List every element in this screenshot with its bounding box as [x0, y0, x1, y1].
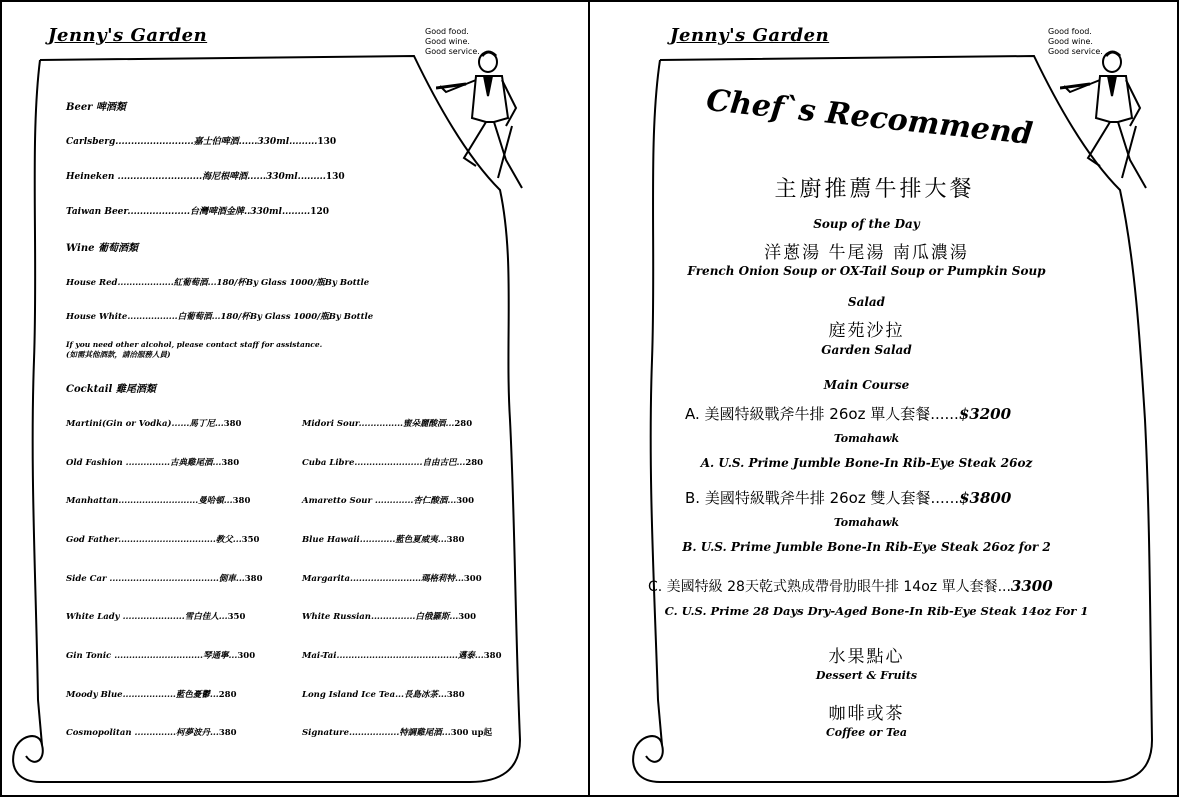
drink-zh: 咖啡或茶 [828, 704, 905, 724]
wine-item: House White.................白葡萄酒...180/杯By Glass 1000/瓶By Bottle [66, 312, 374, 322]
drink-en: Coffee or Tea [825, 726, 908, 739]
cocktail-item: God Father.................................教父...350 [66, 535, 260, 545]
cocktail-item: Martini(Gin or Vodka)......馬丁尼...380 [66, 419, 242, 429]
course-b-en: B. U.S. Prime Jumble Bone-In Rib-Eye Steak 26oz for 2 [682, 540, 1051, 554]
cocktail-item: Old Fashion ...............古典雞尾酒...380 [66, 458, 240, 468]
cocktail-item: Cuba Libre.......................自由古巴...280 [302, 458, 484, 468]
cocktail-item: White Russian...............白俄羅斯...300 [302, 612, 476, 622]
brand-tagline: Good food. Good wine. Good service. [1048, 27, 1103, 56]
cocktail-item: Manhattan...........................曼哈頓...380 [66, 496, 251, 506]
dessert-zh: 水果點心 [828, 647, 905, 667]
page-subtitle: 主廚推薦牛排大餐 [774, 177, 975, 202]
cocktail-item: Signature.................特調雞尾酒...300 up起 [302, 728, 493, 738]
cocktail-item: Side Car .....................................側車...380 [66, 574, 263, 584]
cocktail-item: Margarita........................瑪格莉特...300 [302, 574, 482, 584]
cocktail-section-title: Cocktail 雞尾酒類 [66, 384, 156, 395]
main-course-label: Main Course [823, 378, 910, 392]
waiter-illustration-icon [436, 48, 536, 198]
course-b: B. 美國特級戰斧牛排 26oz 雙人套餐......$3800 [685, 489, 1012, 507]
drinks-menu-page [0, 0, 589, 797]
cocktail-item: Mai-Tai.........................................邁泰...380 [302, 651, 502, 661]
cocktail-item: Gin Tonic ..............................琴通寧...300 [66, 651, 256, 661]
beer-section-title: Beer 啤酒類 [66, 102, 126, 113]
cocktail-item: Long Island Ice Tea...長島冰茶...380 [302, 690, 465, 700]
brand-logo: Jenny's Garden [670, 25, 830, 46]
beer-item: Carlsberg.........................嘉士伯啤酒......330ml.........130 [66, 137, 337, 147]
course-c-en: C. U.S. Prime 28 Days Dry-Aged Bone-In Rib-Eye Steak 14oz For 1 [664, 604, 1089, 618]
cocktail-item: Blue Hawaii............藍色夏威夷...380 [302, 535, 465, 545]
course-a-cut: Tomahawk [833, 432, 900, 445]
cocktail-item: Cosmopolitan ..............柯夢波丹...380 [66, 728, 237, 738]
chef-recommend-page [590, 0, 1179, 797]
brand-tagline: Good food. Good wine. Good service. [425, 27, 480, 56]
wine-item: House Red...................紅葡萄酒...180/杯By Glass 1000/瓶By Bottle [66, 278, 370, 288]
salad-label: Salad [847, 295, 886, 309]
soup-options-en: French Onion Soup or OX-Tail Soup or Pumpkin Soup [687, 264, 1046, 278]
page-title: Chef`s Recommend [704, 82, 1035, 153]
cocktail-item: White Lady .....................雪白佳人...350 [66, 612, 246, 622]
salad-zh: 庭苑沙拉 [828, 321, 905, 341]
cocktail-item: Midori Sour...............蜜朵麗酸酒...280 [302, 419, 473, 429]
brand-logo: Jenny's Garden [48, 25, 208, 46]
alcohol-note: If you need other alcohol, please contact staff for assistance. (如需其他酒款，請洽服務人員) [66, 340, 323, 359]
course-a-en: A. U.S. Prime Jumble Bone-In Rib-Eye Steak 26oz [700, 456, 1033, 470]
soup-options-zh: 洋蔥湯 牛尾湯 南瓜濃湯 [764, 243, 969, 263]
salad-en: Garden Salad [821, 343, 912, 357]
wine-section-title: Wine 葡萄酒類 [66, 243, 138, 254]
course-b-cut: Tomahawk [833, 516, 900, 529]
dessert-en: Dessert & Fruits [815, 669, 918, 682]
soup-label: Soup of the Day [813, 217, 920, 231]
cocktail-item: Moody Blue..................藍色憂鬱...280 [66, 690, 237, 700]
beer-item: Taiwan Beer....................台灣啤酒金牌..330ml.........120 [66, 207, 329, 217]
course-a: A. 美國特級戰斧牛排 26oz 單人套餐......$3200 [685, 405, 1012, 423]
cocktail-item: Amaretto Sour .............杏仁酸酒...300 [302, 496, 474, 506]
beer-item: Heineken ...........................海尼根啤酒......330ml.........130 [66, 172, 345, 182]
course-c: C. 美國特級 28天乾式熟成帶骨肋眼牛排 14oz 單人套餐...3300 [648, 577, 1053, 595]
